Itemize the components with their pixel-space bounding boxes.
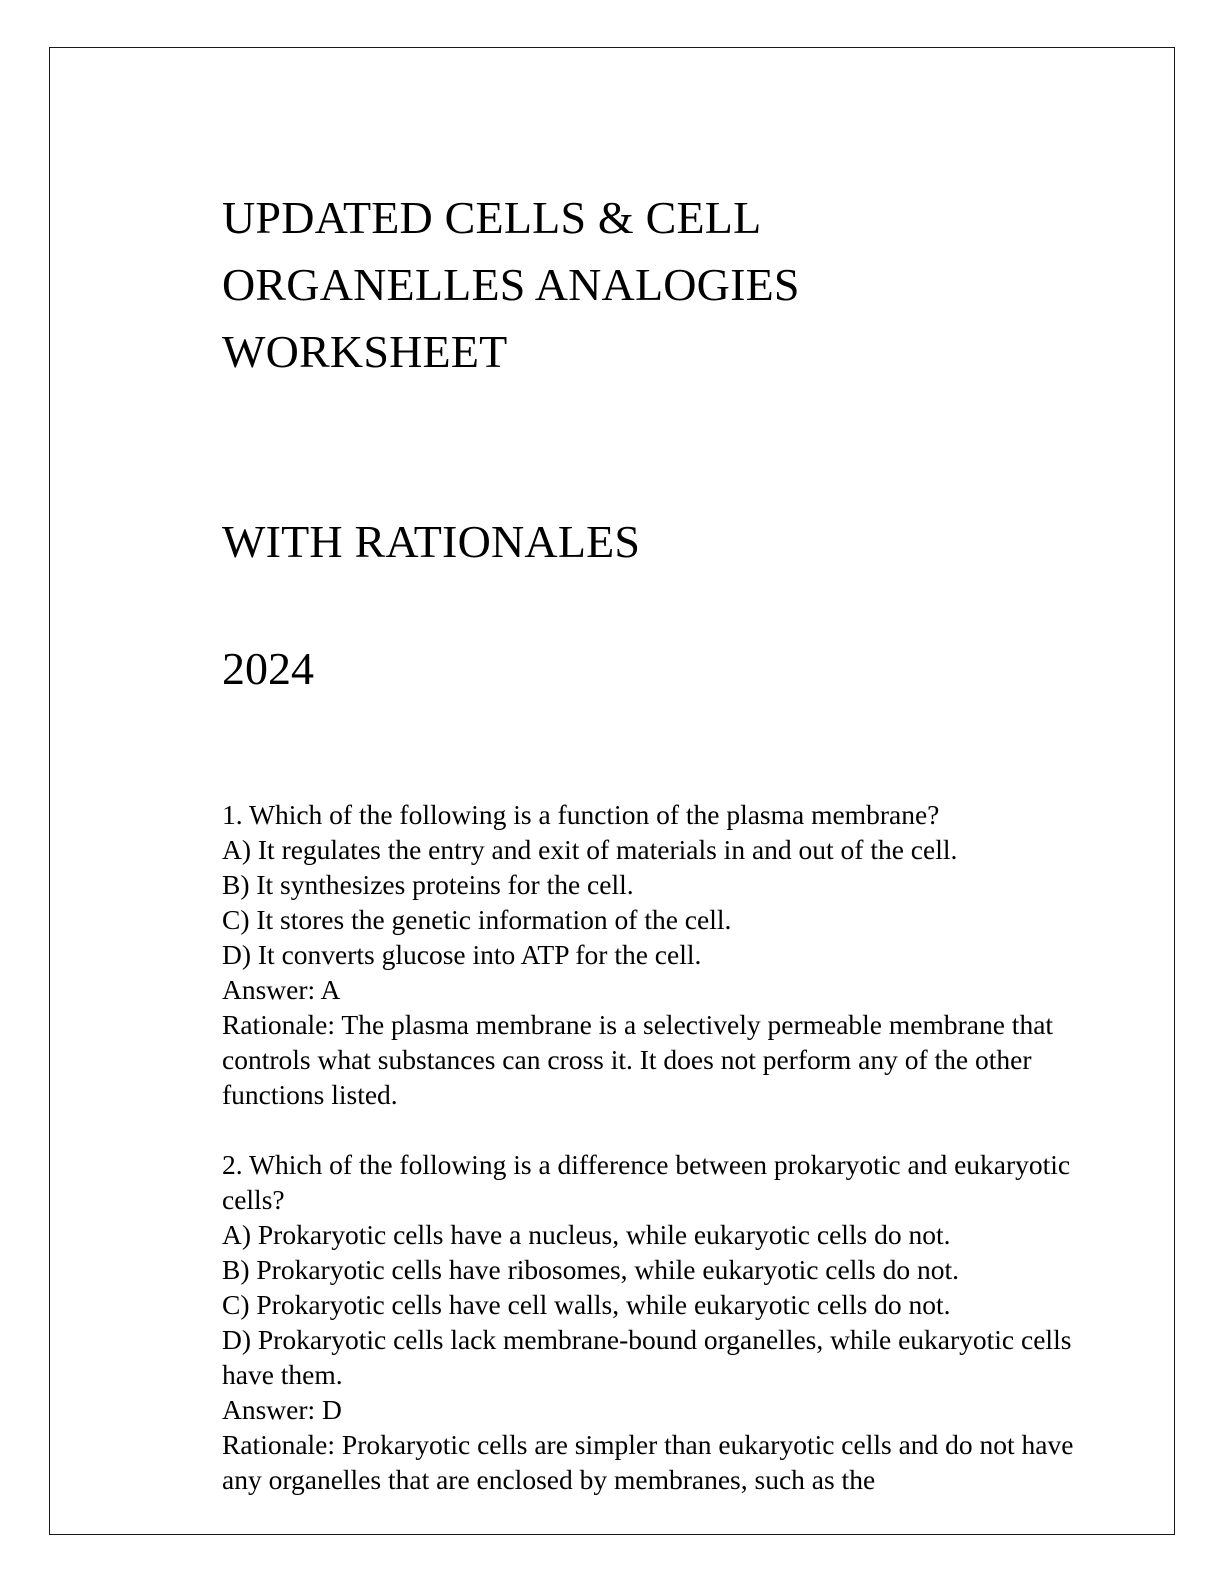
page-border-frame xyxy=(49,47,1175,1535)
question-option-b: B) Prokaryotic cells have ribosomes, while eukaryotic cells do not. xyxy=(222,1254,959,1285)
question-option-a: A) Prokaryotic cells have a nucleus, while eukaryotic cells do not. xyxy=(222,1219,951,1250)
questions-list xyxy=(222,797,1107,1532)
page-title: UPDATED CELLS & CELL ORGANELLES ANALOGIES WORKSHEET xyxy=(222,192,800,377)
question-option-b: B) It synthesizes proteins for the cell. xyxy=(222,869,634,900)
question-option-a: A) It regulates the entry and exit of materials in and out of the cell. xyxy=(222,834,958,865)
question-block xyxy=(222,797,1107,1112)
document-subtitle: WITH RATIONALES xyxy=(222,516,641,567)
question-prompt: 2. Which of the following is a difference between prokaryotic and eukaryotic cells? xyxy=(222,1149,1071,1215)
question-block xyxy=(222,1147,1107,1497)
question-rationale: Rationale: Prokaryotic cells are simpler than eukaryotic cells and do not have any organelles that are enclosed by membranes, such as the xyxy=(222,1429,1074,1495)
document-year: 2024 xyxy=(222,643,314,694)
question-answer: Answer: D xyxy=(222,1394,342,1425)
question-option-c: C) It stores the genetic information of the cell. xyxy=(222,904,732,935)
question-option-d: D) It converts glucose into ATP for the cell. xyxy=(222,939,702,970)
question-option-c: C) Prokaryotic cells have cell walls, while eukaryotic cells do not. xyxy=(222,1289,951,1320)
question-prompt: 1. Which of the following is a function of the plasma membrane? xyxy=(222,799,940,830)
question-option-d: D) Prokaryotic cells lack membrane-bound organelles, while eukaryotic cells have them. xyxy=(222,1324,1072,1390)
question-answer: Answer: A xyxy=(222,974,341,1005)
question-rationale: Rationale: The plasma membrane is a selectively permeable membrane that controls what substances can cross it. It does not perform any of the other functions listed. xyxy=(222,1009,1054,1110)
